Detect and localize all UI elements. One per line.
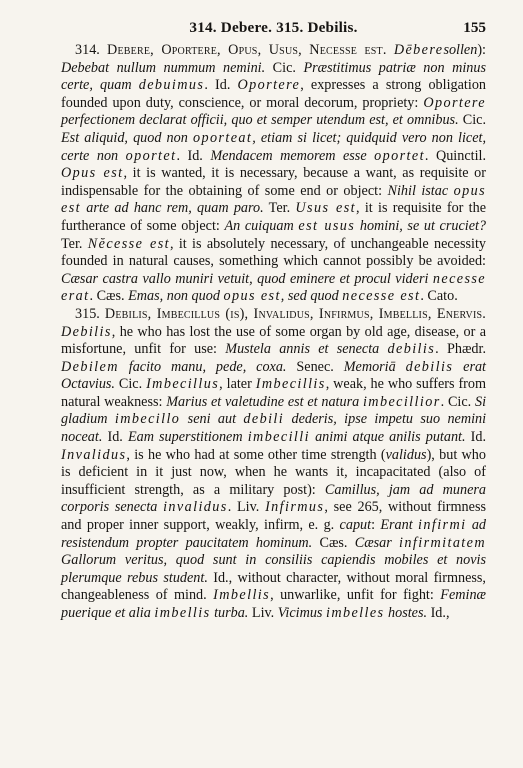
page-number: 155 [463, 19, 486, 36]
latin-quotation: erat Octavius. [61, 358, 486, 393]
latin-quotation: Gallorum veritus, quod sunt in consiliis capiendis mobiles et novis plerumque rebus student. [61, 552, 486, 586]
entry-headwords: Debilis, Imbecillus (is), Invalidus, Infirmus, Imbellis, Enervis. [104, 305, 486, 322]
text-run: , it is wanted, it is necessary, because a want, as requisite or indispensable for the obtaining of some end or object: [61, 165, 486, 199]
spaced-headword: Nĕcesse est [87, 235, 170, 252]
spaced-headword: imbecillior [362, 393, 441, 410]
text-run [132, 77, 139, 93]
spaced-headword: Imbecillis [255, 376, 326, 393]
body-text [61, 42, 486, 623]
latin-quotation: ad resistendum propter paucitatem hominum. [61, 517, 486, 551]
text-run: , later [219, 376, 256, 393]
spaced-headword: opus est [223, 288, 281, 305]
text-run: , it is absolutely necessary, of unchangeable necessity founded in natural causes, something which cannot possibly be avoided: [61, 235, 486, 270]
entry-315 [61, 306, 486, 623]
text-run: Id. [102, 429, 128, 446]
text-run: , it is requisite for the furtherance of some object: [61, 200, 487, 234]
running-head [61, 18, 486, 38]
latin-quotation: homini, se ut cruciet? [359, 217, 487, 234]
entry-paragraph [61, 42, 486, 304]
text-run: , unwarlike, unfit for fight: [270, 587, 441, 604]
latin-quotation: An cuiquam [224, 217, 294, 234]
text-run [453, 359, 463, 375]
latin-quotation: perfectionem declarat officii, quo et semper utendum est, et omnibus. [61, 112, 459, 129]
spaced-headword: Debilis [61, 323, 112, 340]
latin-quotation: facito manu, pede, coxa. [128, 358, 287, 375]
latin-quotation: Camillus, jam ad munera corporis senecta [61, 481, 486, 516]
spaced-headword: necesse erat [61, 270, 486, 305]
text-run: , is he who had at some other time strength ( [126, 446, 386, 463]
text-run: . Id. [204, 77, 238, 94]
text-run: Cic. [458, 112, 486, 129]
text-run [392, 535, 399, 551]
spaced-headword: debilis [405, 358, 454, 375]
text-run: . Cic. [440, 393, 475, 410]
spaced-headword: Imbecillus [146, 376, 220, 393]
entry-paragraph [61, 324, 486, 622]
text-run: . Cæs. [89, 288, 129, 305]
latin-quotation: Præstitimus patriæ non minus certe, quam [61, 59, 486, 94]
latin-quotation: validus [385, 446, 427, 463]
latin-quotation: , sed quod [280, 288, 339, 305]
text-run [108, 411, 115, 427]
latin-quotation: Erant [380, 517, 413, 534]
latin-quotation: seni aut [187, 411, 237, 428]
spaced-headword: Invalidus [61, 446, 127, 463]
spaced-headword: oportet [125, 147, 177, 164]
latin-quotation: Eam superstitionem [127, 429, 243, 446]
text-run: . Id. [176, 147, 211, 164]
spaced-headword: Oportere [423, 94, 486, 111]
text-run: Cic. [265, 59, 304, 76]
spaced-headword: infirmi [418, 517, 467, 534]
text-run: . Cato. [420, 288, 458, 305]
text-run: Ter. [61, 235, 88, 252]
entry-headwords: Debere, Oportere, Opus, Usus, Necesse est. [107, 42, 387, 58]
latin-quotation: turba. [214, 605, 249, 621]
text-run [396, 359, 406, 375]
latin-quotation: sollen [443, 42, 478, 58]
spaced-headword: Dēbere [393, 42, 444, 58]
spaced-headword: Usus est [295, 200, 357, 217]
latin-quotation: hostes. [388, 605, 428, 621]
text-run: Cæs. [312, 534, 355, 551]
spaced-headword: imbelles [325, 605, 385, 621]
text-run: . Liv. [227, 499, 266, 516]
spaced-headword: oporteat [192, 129, 253, 146]
text-run: , see 265, without firmness and proper inner support, weakly, infirm, e. g. [61, 499, 486, 534]
text-run: Id., without character, without moral firmness, changeableness of mind. [61, 569, 486, 604]
text-run: Id. [465, 429, 486, 446]
text-run [119, 359, 129, 375]
spaced-headword: oportet [374, 147, 425, 164]
running-head-title: 314. Debere. 315. Debilis. [189, 19, 358, 36]
text-run: . Quinctil. [424, 147, 487, 164]
text-run [367, 148, 375, 164]
entry-number: 315. [75, 305, 100, 322]
spaced-headword: debili [243, 411, 285, 428]
latin-quotation: Emas, non quod [128, 288, 220, 305]
latin-quotation: Mustela annis et senecta [225, 341, 380, 358]
latin-quotation: Si gladium [61, 393, 487, 428]
spaced-headword: est usus [298, 217, 356, 234]
entry-314 [61, 42, 486, 306]
latin-quotation: Memoriā [343, 358, 396, 375]
entry-number: 314. [75, 42, 100, 58]
spaced-headword: Infirmus [265, 499, 325, 516]
latin-quotation: Cæsar [354, 534, 392, 551]
latin-quotation: Cæsar castra vallo muniri vetuit, quod eminere et procul videri [61, 270, 429, 287]
spaced-headword: Debilem [61, 358, 119, 375]
latin-quotation: Feminæ puerique et alia [61, 587, 487, 621]
text-run: , weak, he who suffers from natural weakness: [61, 376, 487, 410]
text-run [284, 411, 291, 427]
spaced-headword: opus est [61, 182, 487, 217]
spaced-headword: debilis [387, 341, 436, 358]
text-run: , he who has lost the use of some organ by old age, disease, or a misfortune, unfit for use: [61, 323, 486, 358]
text-run: Cic. [114, 376, 147, 393]
latin-quotation: , etiam si licet; quidquid vero non licet, certe non [61, 129, 486, 164]
text-run [118, 148, 126, 164]
text-run [180, 411, 187, 427]
latin-quotation: Nihil istac [387, 182, 449, 199]
spaced-headword: infirmitatem [399, 534, 486, 551]
text-run: Liv. [248, 605, 278, 621]
spaced-headword: imbecillo [114, 411, 181, 428]
latin-quotation: caput [339, 517, 372, 534]
text-run: : [371, 517, 381, 534]
latin-quotation: Marius et valetudine est et natura [166, 393, 360, 410]
text-run: , expresses a strong obligation founded upon duty, conscience, or moral decorum, propriety: [61, 77, 487, 111]
spaced-headword: Imbellis [213, 587, 271, 604]
text-run: Id., [427, 605, 450, 621]
spaced-headword: necesse est [342, 288, 421, 305]
latin-quotation: arte ad hanc rem, quam paro. [86, 200, 264, 217]
latin-quotation: Debebat nullum nummum nemini. [61, 59, 266, 76]
latin-quotation: Mendacem memorem esse [210, 147, 367, 164]
text-run: Ter. [263, 200, 296, 217]
spaced-headword: invalidus [163, 499, 228, 516]
text-run: ), but who is deficient in it just now, when he wants it, incapacitated (also of insufficient strength, as a military post): [61, 446, 486, 498]
latin-quotation: Est aliquid, quod non [61, 129, 188, 146]
text-run: ): [477, 42, 486, 58]
latin-quotation: animi atque anilis putant. [315, 429, 466, 446]
text-run [379, 341, 387, 357]
latin-quotation: Vicimus [277, 605, 323, 621]
spaced-headword: imbellis [154, 605, 211, 621]
spaced-headword: Opus est [61, 165, 124, 182]
text-run: . Phædr. [435, 341, 487, 358]
text-run: Senec. [286, 358, 344, 375]
latin-quotation: dederis, ipse impetu suo nemini noceat. [61, 411, 487, 446]
spaced-headword: imbecilli [247, 429, 310, 446]
spaced-headword: debuimus [138, 77, 205, 94]
spaced-headword: Oportere [237, 77, 301, 94]
